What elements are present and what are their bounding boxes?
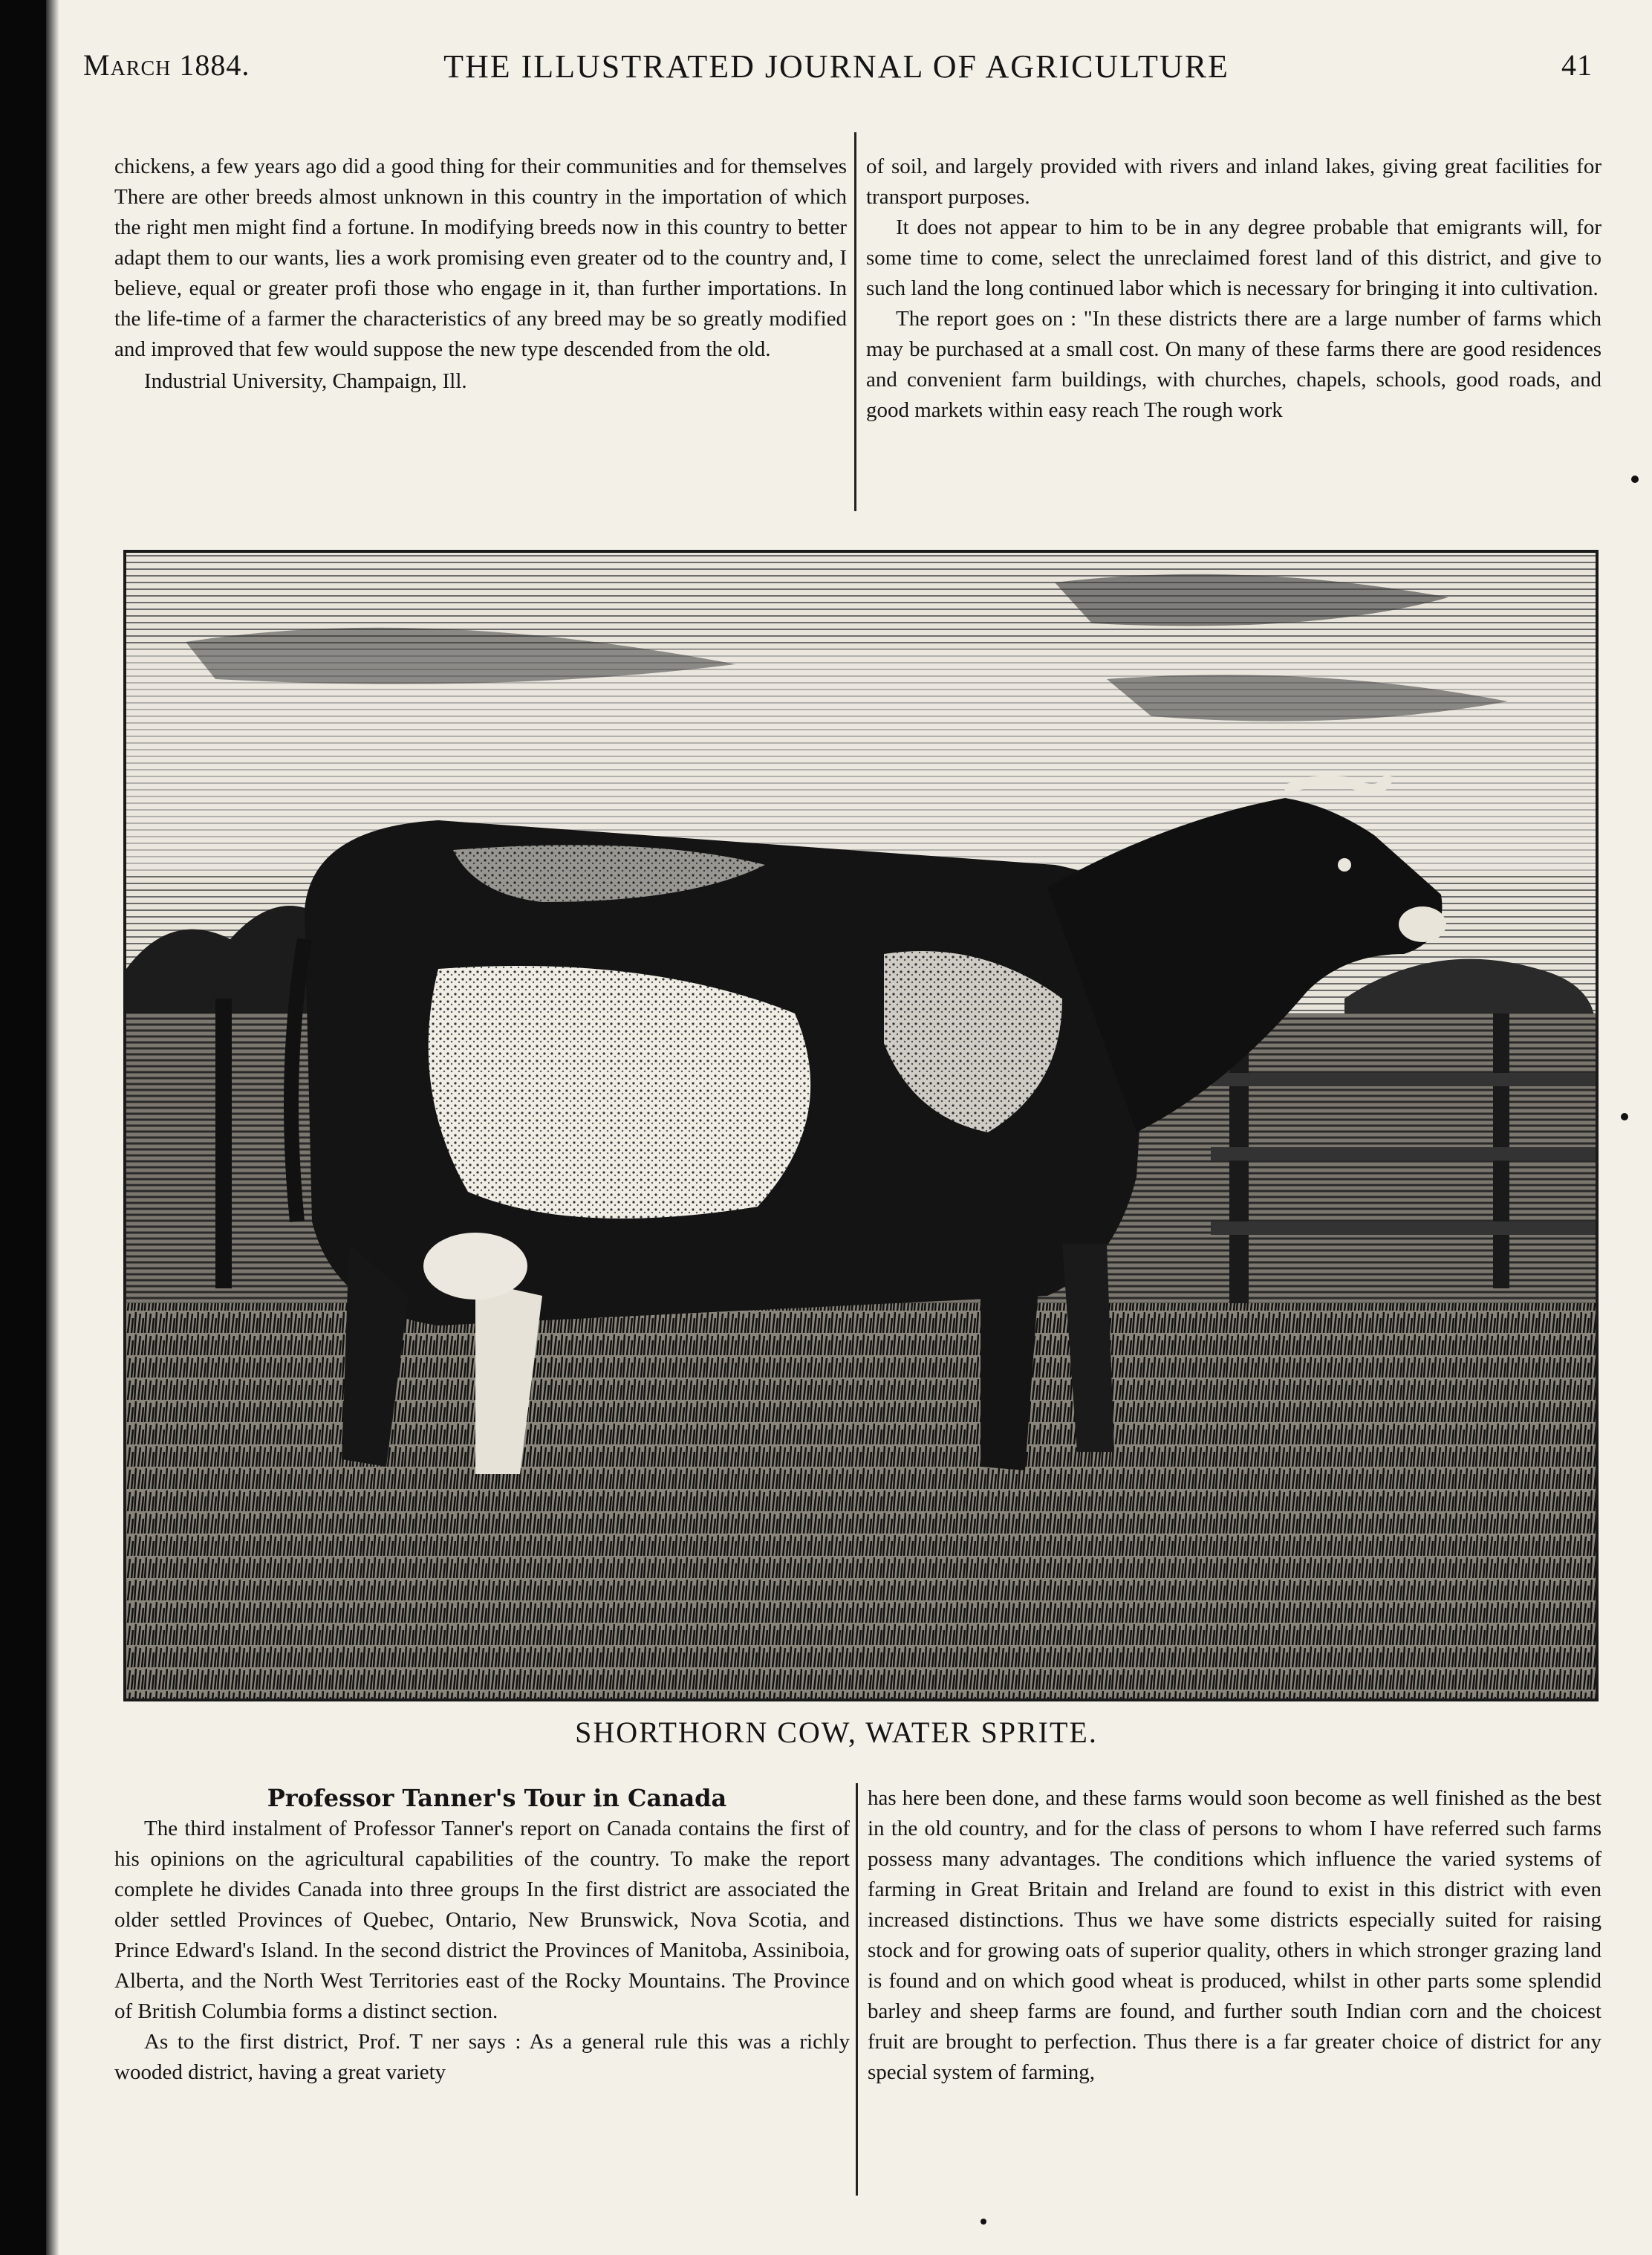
- eye: [1338, 858, 1351, 872]
- print-speck: [981, 2219, 986, 2225]
- journal-title: THE ILLUSTRATED JOURNAL OF AGRICULTURE: [443, 48, 1229, 85]
- running-header: [71, 48, 1601, 100]
- print-speck: [1621, 1113, 1628, 1120]
- top-left-column: [114, 152, 847, 516]
- article-continuation-paragraph: chickens, a few years ago did a good thing for their communities and for themselves There are other breeds almost unknown in this country in the importation of which the right men might find a fortune. In modifying breeds now in this country to better adapt them to our wants, lies a work promising even greater od to the country and, I believe, equal or greater profi those who engage in it, than further importations. In the life-time of a farmer the characteristics of any breed may be so greatly modified and improved that few would suppose the new type descended from the old.: [114, 155, 847, 361]
- shorthorn-cow-engraving: [123, 550, 1599, 1701]
- print-speck: [1631, 476, 1639, 483]
- paragraph: It does not appear to him to be in any degree probable that emigrants will, for some time to come, select the unreclaimed forest land of this district, and give to such land the long continued labor which is necessary for bringing it into cultivation.: [866, 215, 1601, 300]
- author-affiliation: Industrial University, Champaign, Ill.: [144, 369, 467, 393]
- column-divider-bottom: [856, 1783, 858, 2196]
- top-right-column: [866, 152, 1601, 516]
- paragraph: The third instalment of Professor Tanner's report on Canada contains the first of his opinions on the agricultural capabilities of the country. To make the report complete he divides Canada into three groups In the first district are associated the older settled Provinces of Quebec, Ontario, New Brunswick, Nova Scotia, and Prince Edward's Island. In the second district the Provinces of Manitoba, Assiniboia, Alberta, and the North West Territories east of the Rocky Mountains. The Province of British Columbia forms a distinct section.: [114, 1817, 850, 2023]
- paragraph: of soil, and largely provided with rivers and inland lakes, giving great facilities for transport purposes.: [866, 155, 1601, 209]
- issue-date: March 1884.: [83, 48, 250, 82]
- bottom-left-column: [114, 1783, 850, 2229]
- page-binding-shadow: [46, 0, 59, 2255]
- cow-illustration: [126, 553, 1596, 1698]
- section-heading: Professor Tanner's Tour in Canada: [267, 1784, 727, 1812]
- paragraph: The report goes on : "In these districts there are a large number of farms which may be purchased at a small cost. On many of these farms there are good residences and convenient farm buildings, with churches, chapels, schools, good roads, and good markets within easy reach The rough work: [866, 307, 1601, 422]
- paragraph: has here been done, and these farms would soon become as well finished as the best in the old country, and for the class of persons to whom I have referred such farms possess many advantages. The conditions which influence the varied systems of farming in Great Britain and Ireland are found to exist in this district with even increased distinctions. Thus we have some districts especially suited for raising stock and for growing oats of superior quality, others in which stronger grazing land is found and on which good wheat is produced, whilst in other parts some splendid barley and sheep farms are found, and further south Indian corn and the choicest fruit are brought to perfection. Thus there is a far greater choice of district for any special system of farming,: [868, 1786, 1601, 2084]
- page-number: 41: [1561, 48, 1593, 82]
- column-divider-top: [854, 132, 856, 511]
- muzzle: [1399, 906, 1446, 942]
- udder: [423, 1233, 527, 1300]
- figure-caption: SHORTHORN COW, WATER SPRITE.: [575, 1716, 1098, 1749]
- page-binding-edge: [0, 0, 46, 2255]
- bottom-right-column: [868, 1783, 1601, 2229]
- paragraph: As to the first district, Prof. T ner says : As a general rule this was a richly wooded district, having a great variety: [114, 2030, 850, 2084]
